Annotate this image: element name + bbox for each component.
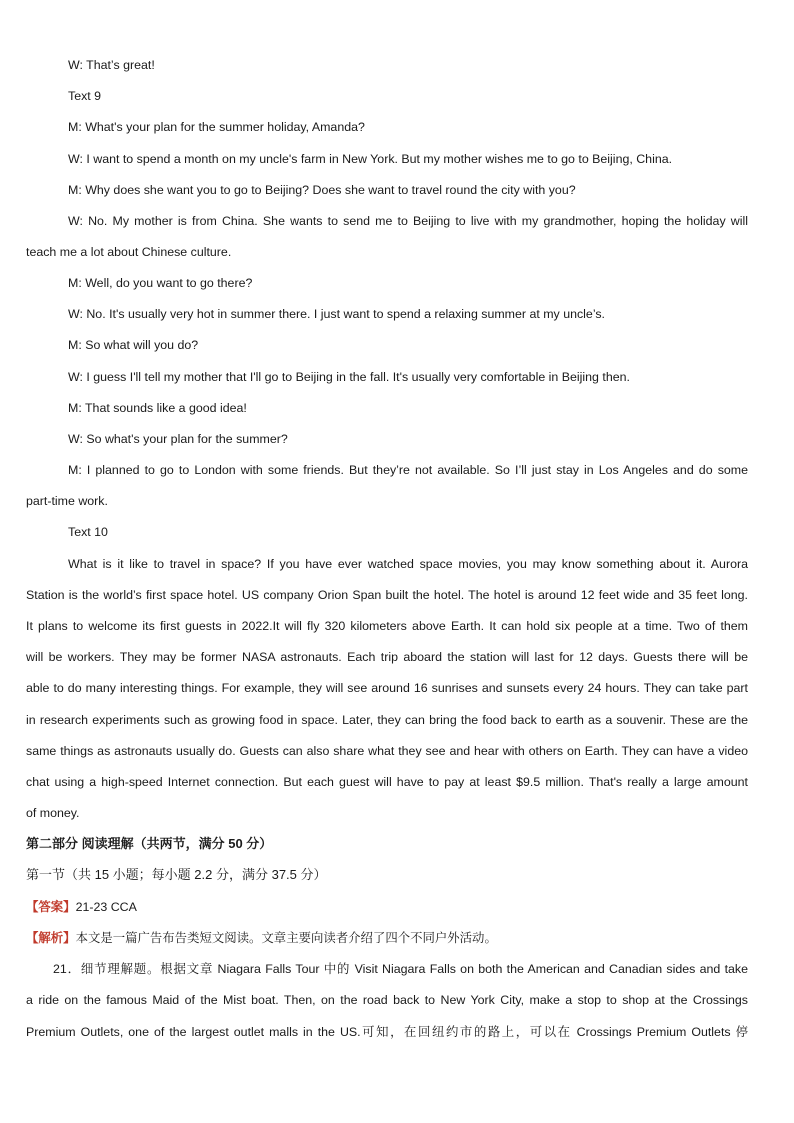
passage-line: of money. [26, 806, 80, 820]
dialogue-line: W: I guess I'll tell my mother that I'll go to Beijing in the fall. It's usually very comfortable in Beijing then. [68, 370, 630, 384]
dialogue-line: W: That’s great! [68, 58, 155, 72]
passage-line: What is it like to travel in space? If you have ever watched space movies, you may know something about it. Aurora [68, 557, 748, 571]
part-heading: 第二部分 阅读理解（共两节，满分 50 分） [26, 836, 273, 851]
analysis-line [0, 930, 794, 946]
dialogue-line-continued: teach me a lot about Chinese culture. [26, 245, 232, 259]
text-label: Text 9 [68, 89, 102, 103]
dialogue-line: M: What's your plan for the summer holiday, Amanda? [68, 120, 365, 134]
section-heading: 第一节（共 15 小题；每小题 2.2 分，满分 37.5 分） [26, 867, 327, 882]
passage-line: Station is the world’s first space hotel. US company Orion Span built the hotel. The hotel is around 12 feet wide and 35 feet long. [26, 588, 748, 602]
passage-line: It plans to welcome its first guests in 2022.It will fly 320 kilometers above Earth. It can hold six people at a time. Two of them [26, 619, 748, 633]
explanation-line: 21．细节理解题。根据文章 Niagara Falls Tour 中的 Visit Niagara Falls on both the American and Canadian sides and take [53, 962, 748, 976]
dialogue-line: M: I planned to go to London with some friends. But they’re not available. So I’ll just stay in Los Angeles and do some [68, 463, 748, 477]
dialogue-line: M: Well, do you want to go there? [68, 276, 253, 290]
passage-line: same things as astronauts usually do. Guests can also share what they see and hear with others on Earth. They can have a video [26, 744, 748, 758]
dialogue-line: W: So what's your plan for the summer? [68, 432, 288, 446]
dialogue-line: M: So what will you do? [68, 338, 199, 352]
dialogue-line: W: No. It's usually very hot in summer there. I just want to spend a relaxing summer at my uncle’s. [68, 307, 605, 321]
text-label: Text 10 [68, 525, 108, 539]
answer-text: 21-23 CCA [75, 900, 137, 914]
passage-line: will be workers. They may be former NASA astronauts. Each trip aboard the station will last for 12 days. Guests there will be [26, 650, 748, 664]
dialogue-line: W: No. My mother is from China. She wants to send me to Beijing to live with my grandmother, hoping the holiday will [68, 214, 748, 228]
dialogue-line-continued: part-time work. [26, 494, 108, 508]
explanation-line: a ride on the famous Maid of the Mist boat. Then, on the road back to New York City, make a stop to shop at the Crossings [26, 993, 748, 1007]
answer-label: 【答案】 [26, 900, 76, 914]
dialogue-line: M: Why does she want you to go to Beijing? Does she want to travel round the city with you? [68, 183, 576, 197]
analysis-label: 【解析】 [26, 931, 76, 945]
passage-line: able to do many interesting things. For example, they will see around 16 sunrises and sunsets every 24 hours. They can take part [26, 681, 748, 695]
analysis-text: 本文是一篇广告布告类短文阅读。文章主要向读者介绍了四个不同户外活动。 [75, 931, 497, 945]
dialogue-line: W: I want to spend a month on my uncle's farm in New York. But my mother wishes me to go to Beijing, China. [68, 152, 673, 166]
passage-line: in research experiments such as growing food in space. Later, they can bring the food back to earth as a souvenir. These are the [26, 713, 748, 727]
explanation-line: Premium Outlets, one of the largest outlet malls in the US.可知，在回纽约市的路上，可以在 Crossings Premium Outlets 停 [26, 1025, 748, 1039]
passage-line: chat using a high-speed Internet connection. But each guest will have to pay at least $9.5 million. That's really a large amount [26, 775, 748, 789]
answer-line [0, 899, 794, 915]
dialogue-line: M: That sounds like a good idea! [68, 401, 247, 415]
